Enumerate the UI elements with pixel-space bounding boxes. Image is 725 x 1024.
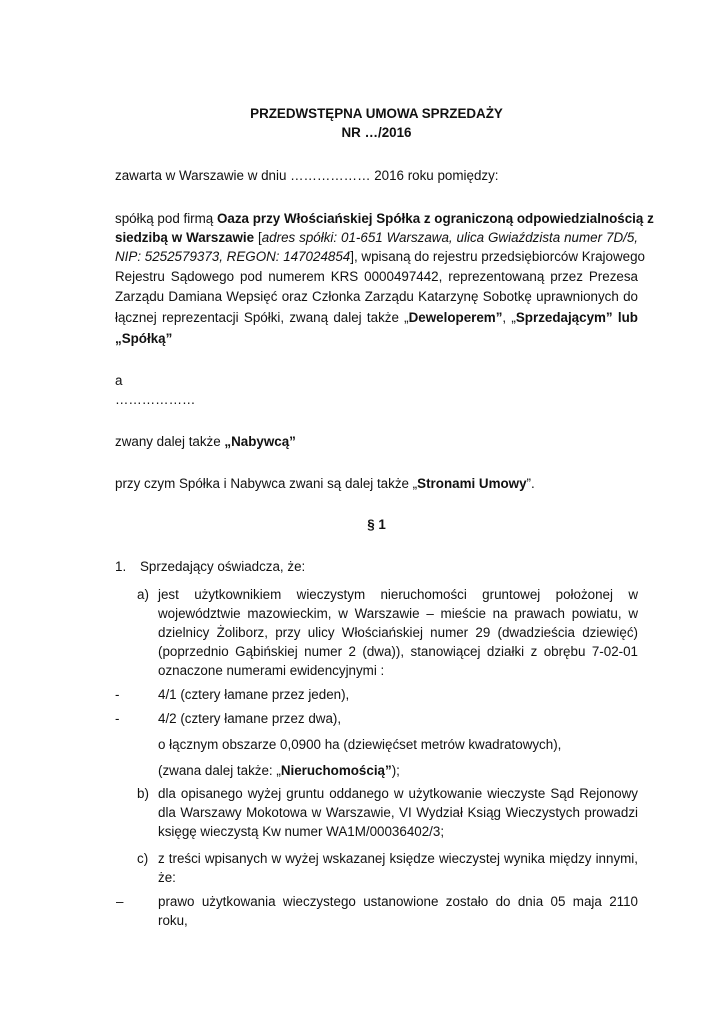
sub-line-2: roku, [158,913,188,928]
point-c-line-2: że: [158,870,176,885]
party1-line-4: Rejestru Sądowego pod numerem KRS 0000497442, reprezentowaną przez Prezesa [115,269,638,284]
intro-line: zawarta w Warszawie w dniu ……………… 2016 roku pomiędzy: [115,168,499,183]
point-b-label: b) [137,786,149,801]
company-ids: NIP: 5252579373, REGON: 147024854 [115,249,351,264]
point-a-line-4: (poprzednio Gąbińskiej numer 2 (dwa)), stanowiącej działki z obrębu 7-02-01 [158,644,638,659]
point-a-line-5: oznaczone numerami ewidencyjnymi : [158,663,385,678]
plot-dash: - [115,711,120,726]
plot-dash: - [115,687,120,702]
point-c-line-1: z treści wpisanych w wyżej wskazanej księdze wieczystej wynika między innymi, [158,851,638,866]
point-a-line-3: dzielnicy Żoliborz, przy ulicy Włościańskiej numer 29 (dwadzieścia dziewięć) [158,625,638,640]
plot-item: 4/2 (cztery łamane przez dwa), [158,711,342,726]
point-a-label: a) [137,587,149,602]
company-name: Oaza przy Włościańskiej Spółka z ograniczoną odpowiedzialnością z [216,211,654,226]
and-word: a [115,373,123,388]
party1-line-6: łącznej reprezentacji Spółki, zwaną dalej także „Deweloperem”, „Sprzedającym” lub [115,310,638,325]
point-b-line-2: dla Warszawy Mokotowa w Warszawie, VI Wydział Ksiąg Wieczystych prowadzi [158,805,638,820]
point-a-line-2: województwie mazowieckim, w Warszawie – mieście na prawach powiatu, w [158,606,638,621]
party1-line-2: siedzibą w Warszawie [adres spółki: 01-651 Warszawa, ulica Gwiaździsta numer 7D/5, [115,230,638,245]
party1-line-3: NIP: 5252579373, REGON: 147024854], wpisaną do rejestru przedsiębiorców Krajowego [115,249,645,264]
point-c-label: c) [137,851,149,866]
party2-placeholder: ……………… [115,392,196,407]
document-title: PRZEDWSTĘPNA UMOWA SPRZEDAŻY [250,106,503,121]
item-number: 1. [115,559,127,574]
point-a-line-1: jest użytkownikiem wieczystym nieruchomości gruntowej położonej w [158,587,638,602]
area-line: o łącznym obszarze 0,0900 ha (dziewięćset metrów kwadratowych), [158,737,562,752]
party2-line: zwany dalej także „Nabywcą” [115,434,296,449]
point-b-line-1: dla opisanego wyżej gruntu oddanego w użytkowanie wieczyste Sąd Rejonowy [158,786,638,801]
item-text: Sprzedający oświadcza, że: [140,559,306,574]
point-b-line-3: księgę wieczystą Kw numer WA1M/00036402/3; [158,824,445,839]
parties-line: przy czym Spółka i Nabywca zwani są dalej także „Stronami Umowy”. [115,476,535,491]
called-line: (zwana dalej także: „Nieruchomością”); [158,763,400,778]
document-number: NR …/2016 [341,125,412,140]
party1-line-5: Zarządu Damiana Wepsięć oraz Członka Zarządu Katarzynę Sobotkę uprawnionych do [115,289,638,304]
sub-dash: – [116,894,124,909]
company-address: adres spółki: 01-651 Warszawa, ulica Gwiaździsta numer 7D/5, [261,230,638,245]
party1-line-7: „Spółką” [115,331,173,346]
plot-item: 4/1 (cztery łamane przez jeden), [158,687,350,702]
section-heading: § 1 [367,517,386,532]
sub-line-1: prawo użytkowania wieczystego ustanowione zostało do dnia 05 maja 2110 [158,894,638,909]
party1-line-1: spółką pod firmą Oaza przy Włościańskiej Spółka z ograniczoną odpowiedzialnością z [115,211,654,226]
